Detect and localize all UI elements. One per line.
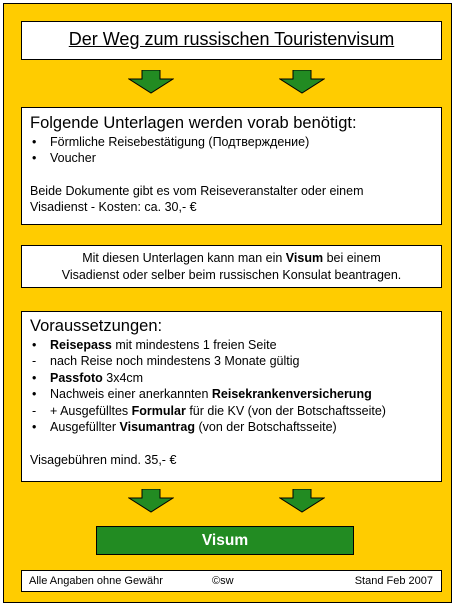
footer-status: Stand Feb 2007 [354,575,433,587]
list-item [30,370,441,386]
diagram-frame [3,3,452,603]
list-marker: • [32,370,37,385]
list-item [30,134,441,150]
list-item-text: mit mindestens 1 freien Seite [111,338,277,352]
list-item [30,419,441,435]
footer [21,570,442,592]
list-marker: - [32,403,37,418]
down-arrow-icon [279,70,325,94]
requirements-heading: Voraussetzungen: [30,317,163,335]
list-marker: • [32,135,37,149]
list-item-bold-text: Reisepass [50,338,112,352]
list-item-text: Nachweis einer anerkannten [50,387,212,402]
list-item-bold-text: Reisekrankenversicherung [211,387,372,402]
diagram-title: Der Weg zum russischen Touristenvisum [68,29,395,49]
list-marker: • [32,338,37,352]
down-arrow-icon [128,489,174,513]
application-box [21,245,442,288]
list-item-bold-text: Visumantrag [119,420,195,435]
list-marker: - [32,354,37,369]
list-item-text: + Ausgefülltes [50,403,132,418]
application-text-line1: Mit diesen Unterlagen kann man ein Visum bei einem [82,251,381,265]
list-item-text: nach Reise noch mindestens 3 Monate gültig [50,354,300,369]
list-item-bold-text: Passfoto [50,370,103,385]
documents-note: Beide Dokumente gibt es vom Reiseveranstalter oder einem Visadienst - Kosten: ca. 30,- € [30,183,364,215]
footer-copyright: ©sw [212,575,234,587]
list-item-bold-text: Formular [131,403,186,418]
visa-fee-note: Visagebühren mind. 35,- € [30,453,177,468]
down-arrow-icon [128,70,174,94]
list-item-text: Voucher [50,151,96,166]
requirements-box [21,311,442,482]
list-item-text: (von der Botschaftsseite) [194,420,337,435]
list-item-text: für die KV (von der Botschaftsseite) [185,403,386,418]
list-item-text: Förmliche Reisebestätigung (Подтверждение) [50,135,310,149]
documents-heading: Folgende Unterlagen werden vorab benötigt: [30,114,357,132]
list-marker: • [32,151,37,166]
title-box [21,21,442,60]
list-item [30,353,441,369]
down-arrow-icon [279,489,325,513]
visum-result-box: Visum [96,526,354,555]
footer-disclaimer: Alle Angaben ohne Gewähr [29,575,163,587]
list-item [30,150,441,166]
documents-list [30,134,441,167]
list-item-text: 3x4cm [102,370,144,385]
documents-box [21,107,442,225]
list-marker: • [32,420,37,435]
list-item [30,403,441,419]
list-item-text: Ausgefüllter [50,420,120,435]
application-text-line2: Visadienst oder selber beim russischen Konsulat beantragen. [61,267,402,282]
list-marker: • [32,387,37,402]
list-item [30,337,441,353]
requirements-list [30,337,441,435]
list-item [30,386,441,402]
